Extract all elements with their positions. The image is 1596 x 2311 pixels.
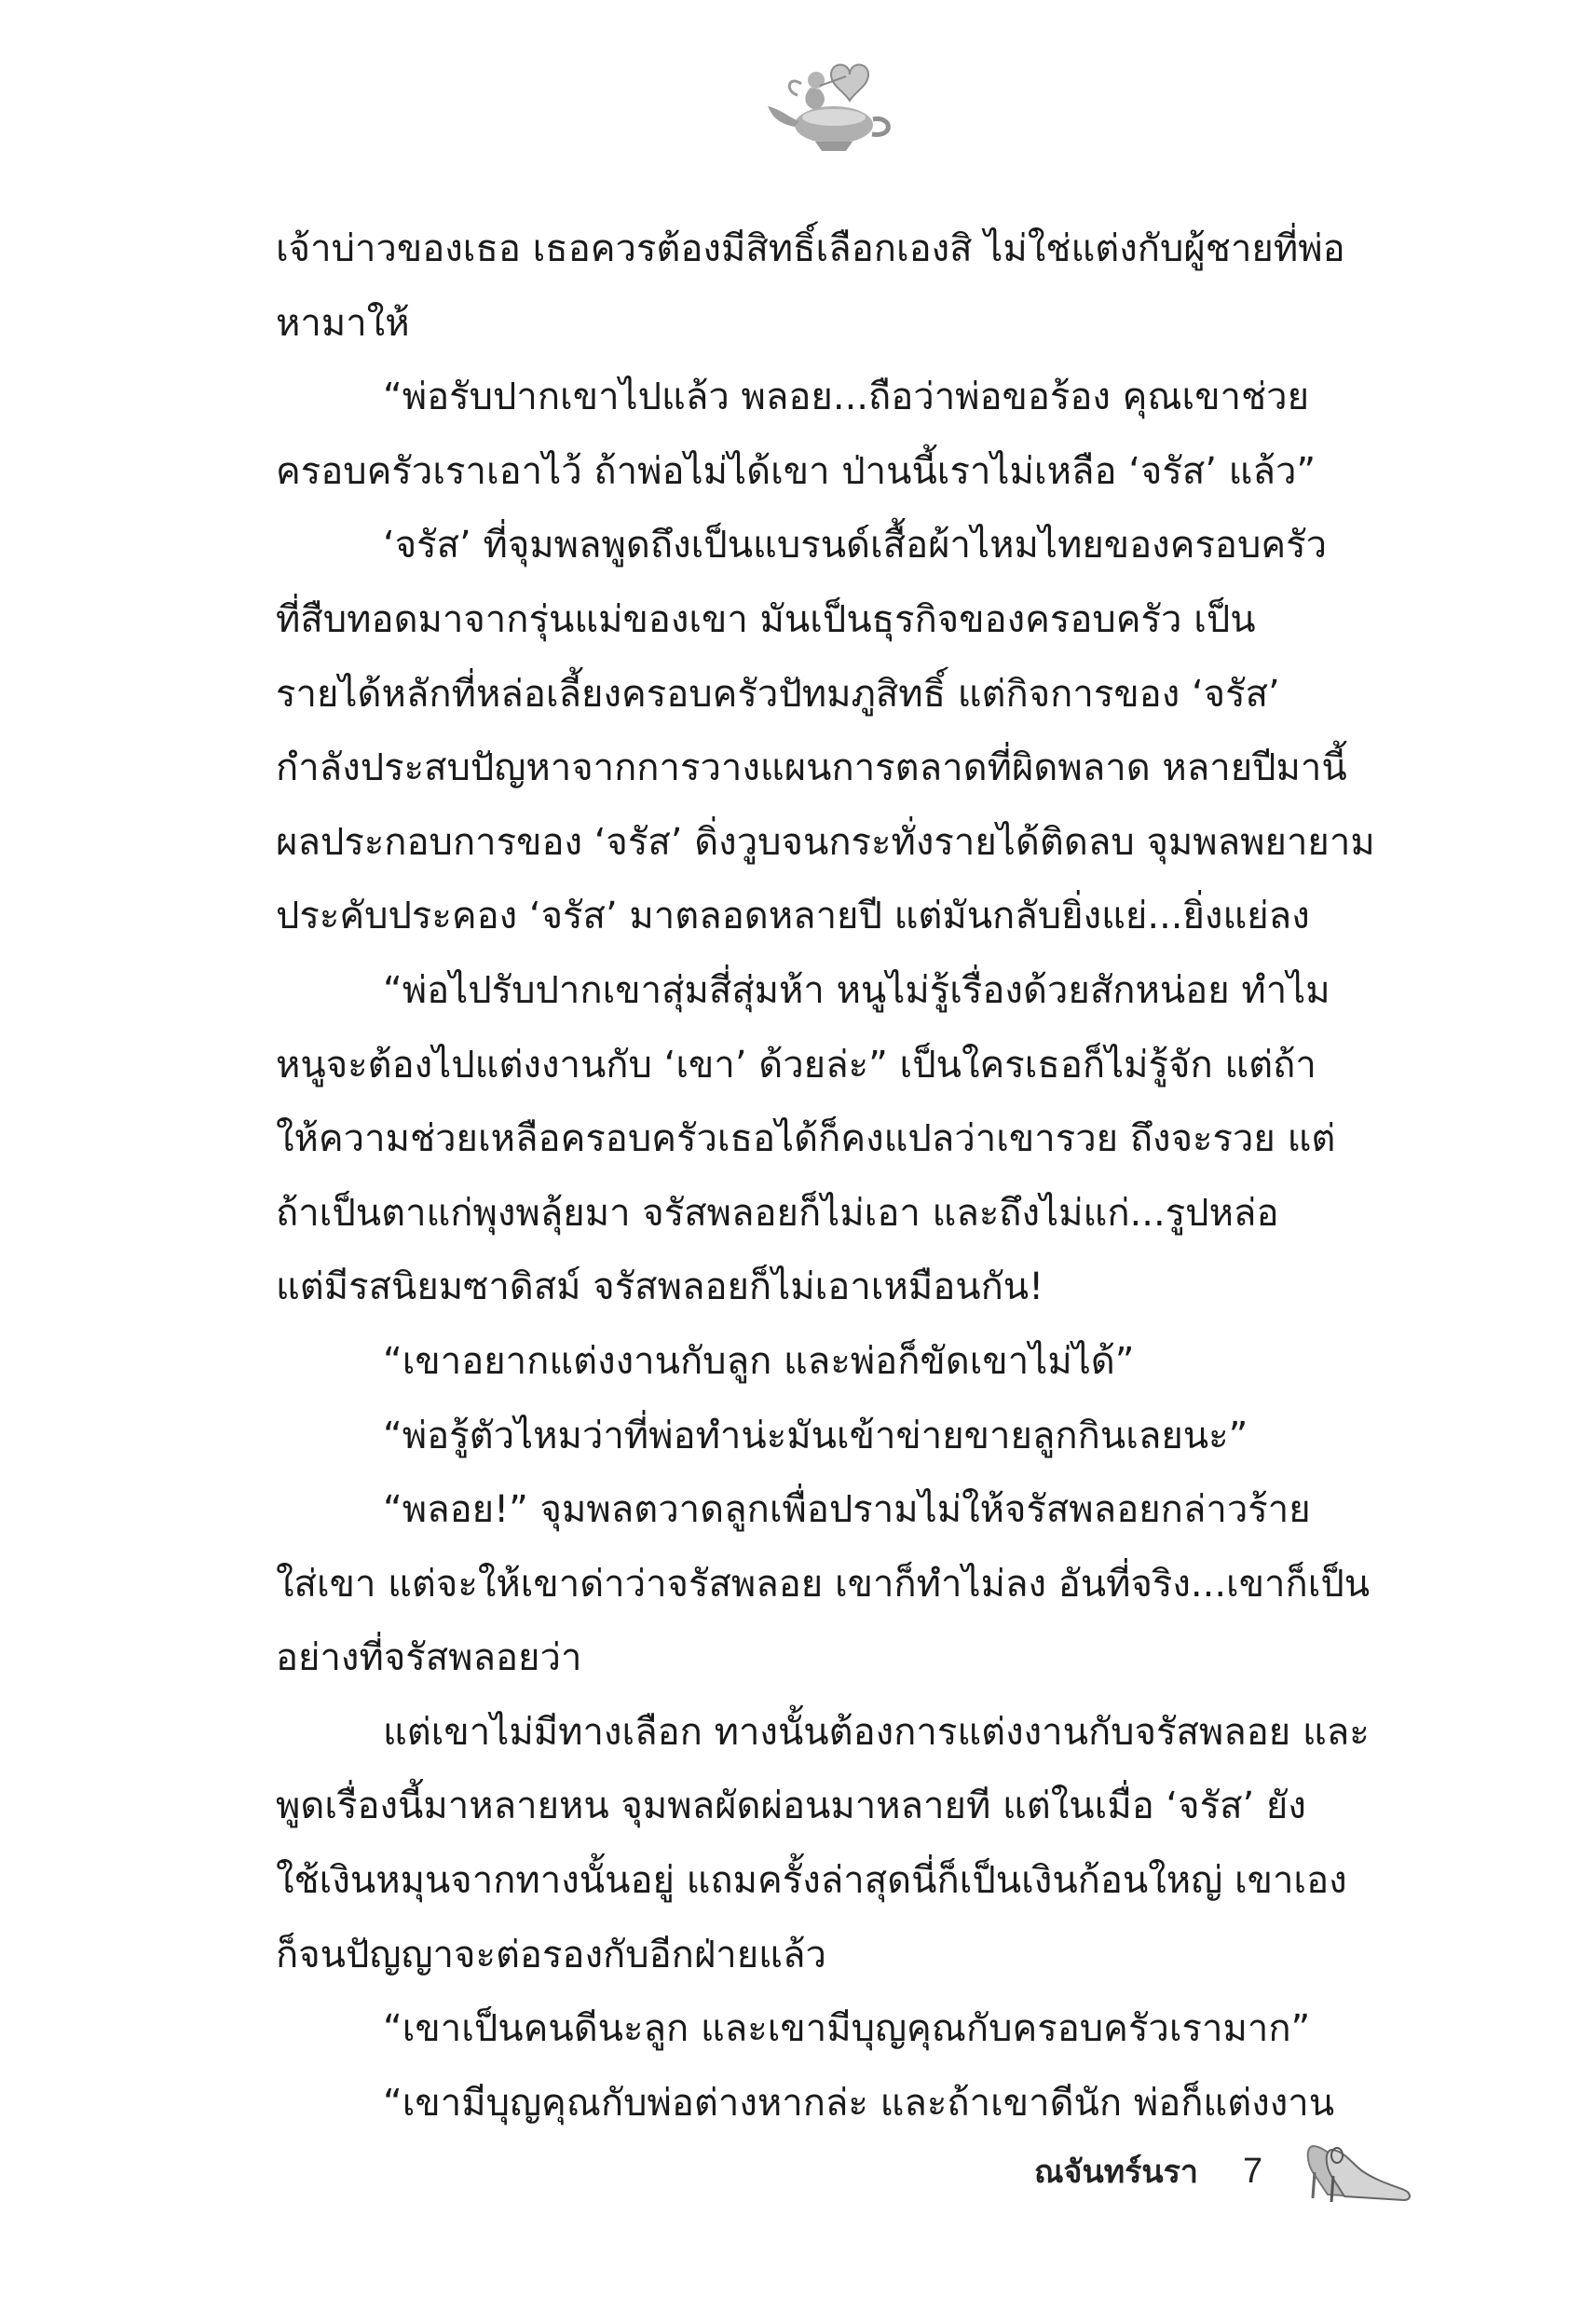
text-line: ใช้เงินหมุนจากทางนั้นอยู่ แถมครั้งล่าสุดนี่ก็เป็นเงินก้อนใหญ่ เขาเอง (276, 1859, 1347, 1903)
text-line: แต่เขาไม่มีทางเลือก ทางนั้นต้องการแต่งงานกับจรัสพลอย และ (383, 1710, 1370, 1754)
teapot-with-cupid-ornament-icon (764, 48, 904, 160)
text-line: กำลังประสบปัญหาจากการวางแผนการตลาดที่ผิดพลาด หลายปีมานี้ (276, 746, 1347, 790)
text-line: ประคับประคอง ‘จรัส’ มาตลอดหลายปี แต่มันกลับยิ่งแย่...ยิ่งแย่ลง (276, 895, 1310, 938)
text-line: ครอบครัวเราเอาไว้ ถ้าพ่อไม่ได้เขา ป่านนี้เราไม่เหลือ ‘จรัส’ แล้ว” (276, 449, 1316, 493)
text-line: อย่างที่จรัสพลอยว่า (276, 1636, 582, 1680)
text-line: หนูจะต้องไปแต่งงานกับ ‘เขา’ ด้วยล่ะ” เป็นใครเธอก็ไม่รู้จัก แต่ถ้า (276, 1043, 1316, 1087)
text-line: ใส่เขา แต่จะให้เขาด่าว่าจรัสพลอย เขาก็ทำไม่ลง อันที่จริง...เขาก็เป็น (276, 1562, 1371, 1606)
text-line: ก็จนปัญญาจะต่อรองกับอีกฝ่ายแล้ว (276, 1933, 826, 1976)
text-line: หามาให้ (276, 301, 410, 345)
body-text (276, 212, 1405, 2140)
text-line: “เขาเป็นคนดีนะลูก และเขามีบุญคุณกับครอบครัวเรามาก” (383, 2007, 1311, 2051)
text-line: ผลประกอบการของ ‘จรัส’ ดิ่งวูบจนกระทั่งรายได้ติดลบ จุมพลพยายาม (276, 820, 1375, 864)
text-line: “เขามีบุญคุณกับพ่อต่างหากล่ะ และถ้าเขาดีนัก พ่อก็แต่งงาน (383, 2081, 1335, 2125)
page-footer (1034, 2139, 1412, 2204)
text-line: “พลอย!” จุมพลตวาดลูกเพื่อปรามไม่ให้จรัสพลอยกล่าวร้าย (383, 1488, 1311, 1532)
text-line: ที่สืบทอดมาจากรุ่นแม่ของเขา มันเป็นธุรกิจของครอบครัว เป็น (276, 597, 1256, 641)
author-name: ณจันทร์นรา (1034, 2154, 1198, 2191)
text-line: ถ้าเป็นตาแก่พุงพลุ้ยมา จรัสพลอยก็ไม่เอา และถึงไม่แก่...รูปหล่อ (276, 1191, 1279, 1235)
text-line: “พ่อไปรับปากเขาสุ่มสี่สุ่มห้า หนูไม่รู้เรื่องด้วยสักหน่อย ทำไม (383, 968, 1330, 1012)
text-line: เจ้าบ่าวของเธอ เธอควรต้องมีสิทธิ์เลือกเองสิ ไม่ใช่แต่งกับผู้ชายที่พ่อ (276, 227, 1345, 270)
high-heel-shoes-icon (1300, 2139, 1412, 2204)
text-line: “พ่อรับปากเขาไปแล้ว พลอย...ถือว่าพ่อขอร้อง คุณเขาช่วย (383, 376, 1310, 419)
text-line: ให้ความช่วยเหลือครอบครัวเธอได้ก็คงแปลว่าเขารวย ถึงจะรวย แต่ (276, 1117, 1336, 1161)
text-line: “พ่อรู้ตัวไหมว่าที่พ่อทำน่ะมันเข้าข่ายขายลูกกินเลยนะ” (383, 1414, 1248, 1457)
text-line: ‘จรัส’ ที่จุมพลพูดถึงเป็นแบรนด์เสื้อผ้าไหมไทยของครอบครัว (383, 524, 1328, 567)
text-line: “เขาอยากแต่งงานกับลูก และพ่อก็ขัดเขาไม่ได้” (383, 1339, 1135, 1383)
text-line: รายได้หลักที่หล่อเลี้ยงครอบครัวปัทมภูสิทธิ์ แต่กิจการของ ‘จรัส’ (276, 672, 1280, 716)
text-line: พูดเรื่องนี้มาหลายหน จุมพลผัดผ่อนมาหลายที แต่ในเมื่อ ‘จรัส’ ยัง (276, 1785, 1306, 1828)
text-line: แต่มีรสนิยมซาดิสม์ จรัสพลอยก็ไม่เอาเหมือนกัน! (276, 1265, 1044, 1309)
page-number: 7 (1242, 2151, 1263, 2191)
